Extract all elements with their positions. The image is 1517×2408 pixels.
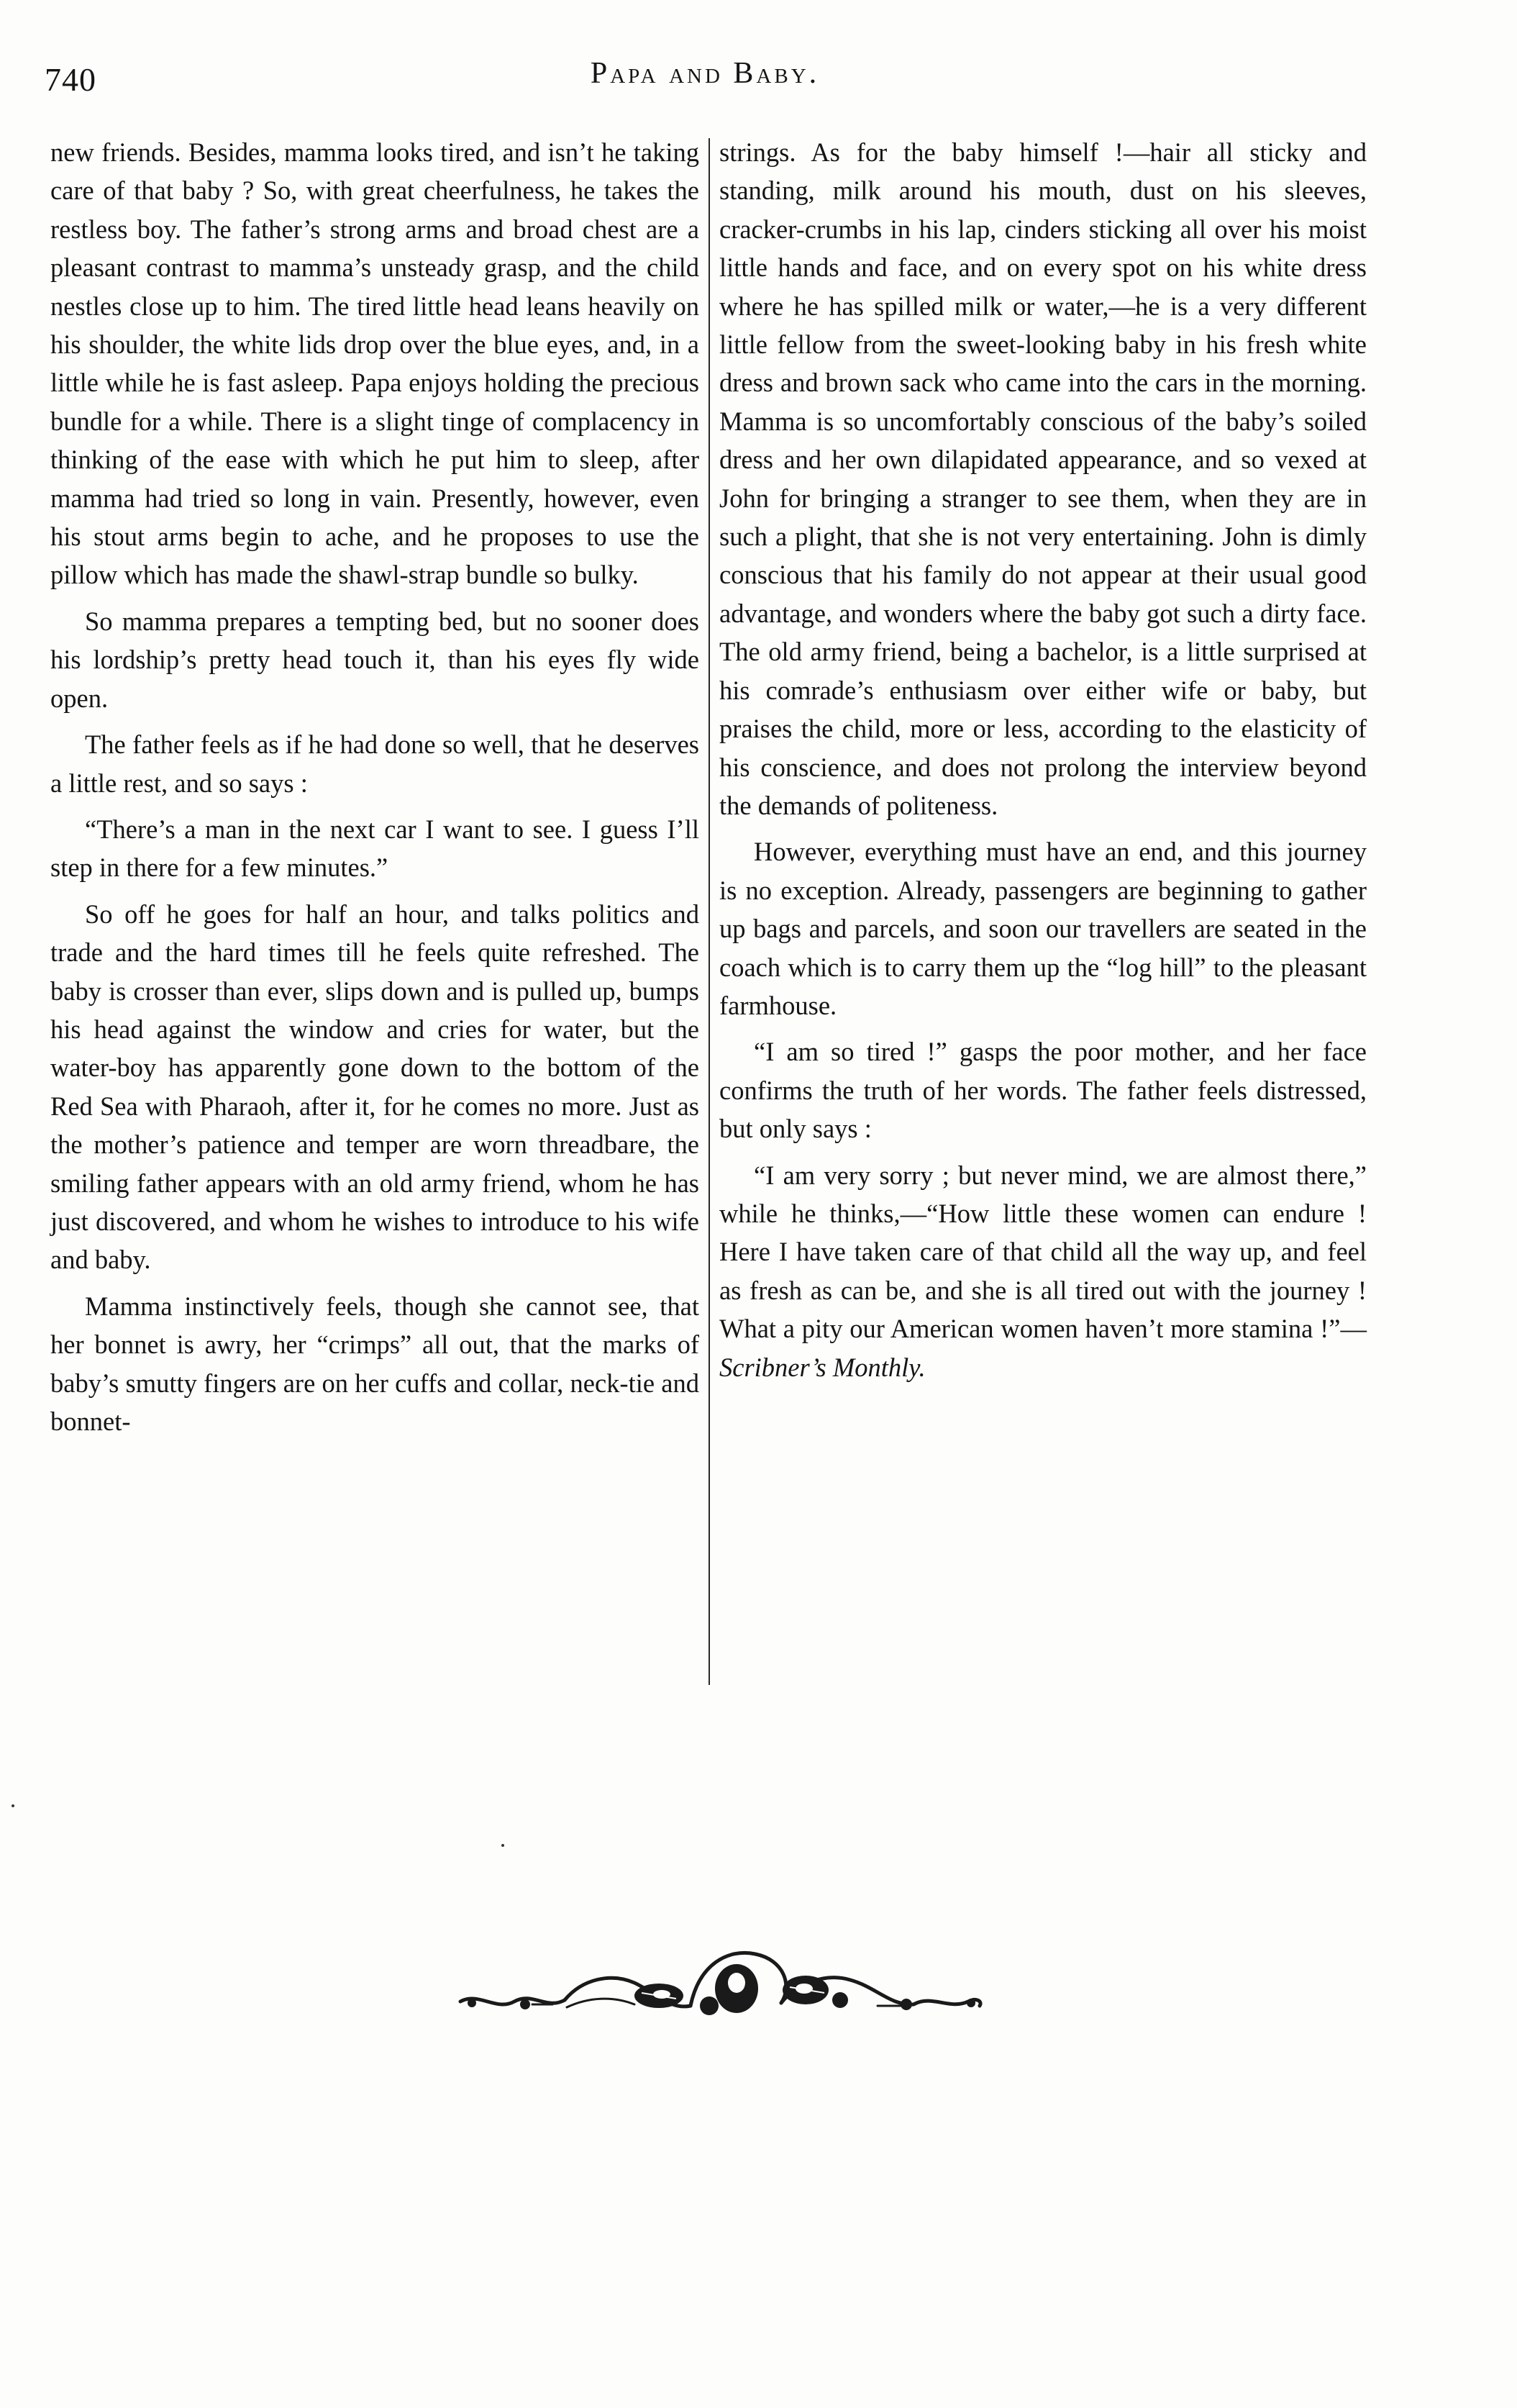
paragraph: However, everything must have an end, and this journey is no exception. Already, passengers are beginning to gather up bags and parcels, and soon our travellers are seated in the coach which is to carry them up the “log hill” to the pleasant farmhouse. — [719, 837, 1367, 1020]
paragraph: Mamma instinctively feels, though she cannot see, that her bonnet is awry, her “crimps” all out, that the marks of baby’s smutty fingers are on her cuffs and collar, neck-tie and bonnet- — [50, 1291, 699, 1436]
paragraph: “I am so tired !” gasps the poor mother, and her face confirms the truth of her words. The father feels distressed, but only says : — [719, 1037, 1367, 1144]
right-column — [719, 133, 1367, 1394]
paragraph: “There’s a man in the next car I want to see. I guess I’ll step in there for a few minutes.” — [50, 814, 699, 883]
left-column — [50, 133, 699, 1448]
running-head: Papa and Baby. — [590, 57, 820, 90]
page-number: 740 — [45, 61, 96, 98]
column-rule — [709, 138, 710, 1685]
paragraph: The father feels as if he had done so well, that he deserves a little rest, and so says : — [50, 730, 699, 798]
paragraph: So mamma prepares a tempting bed, but no sooner does his lordship’s pretty head touch it, than his eyes fly wide open. — [50, 606, 699, 713]
paragraph: new friends. Besides, mamma looks tired, and isn’t he taking care of that baby ? So, with great cheerfulness, he takes the restless boy. The father’s strong arms and broad chest are a pleasant contrast to mamma’s unsteady grasp, and the child nestles close up to him. The tired little head leans heavily on his shoulder, the white lids drop over the blue eyes, and, in a little while he is fast asleep. Papa enjoys holding the precious bundle for a while. There is a slight tinge of complacency in thinking of the ease with which he put him to sleep, after mamma had tried so long in vain. Presently, however, even his stout arms begin to ache, and he proposes to use the pillow which has made the shawl-strap bundle so bulky. — [50, 137, 699, 590]
print-speck — [501, 1844, 504, 1847]
source-credit: Scribner’s Monthly. — [719, 1352, 926, 1382]
paragraph: strings. As for the baby himself !—hair all sticky and standing, milk around his mouth, dust on his sleeves, cracker-crumbs in his lap, cinders sticking all over his moist little hands and face, and on every spot on his white dress where he has spilled milk or water,—he is a very different little fellow from the sweet-looking baby in his fresh white dress and brown sack who came into the cars in the morning. Mamma is so uncomfortably conscious of the baby’s soiled dress and her own dilapidated appearance, and so vexed at John for bringing a stranger to see them, when they are in such a plight, that she is not very entertaining. John is dimly conscious that his family do not appear at their usual good advantage, and wonders where the baby got such a dirty face. The old army friend, being a bachelor, is a little surprised at his comrade’s enthusiasm over either wife or baby, but praises the child, more or less, according to the elasticity of his conscience, and does not prolong the interview beyond the demands of politeness. — [719, 137, 1367, 820]
paragraph-text: “I am very sorry ; but never mind, we are almost there,” while he thinks,—“How little these women can endure ! Here I have taken care of that child all the way up, and feel as fresh as can be, and she is all tired out with the journey ! What a pity our American women haven’t more stamina !”— — [719, 1160, 1367, 1344]
ribbon-scroll-ornament — [446, 1935, 993, 2036]
print-speck — [12, 1804, 14, 1807]
paragraph-with-source — [719, 1156, 1367, 1386]
paragraph: So off he goes for half an hour, and talks politics and trade and the hard times till he feels quite refreshed. The baby is crosser than ever, slips down and is pulled up, bumps his head against the window and cries for water, but the water-boy has apparently gone down to the bottom of the Red Sea with Pharaoh, after it, for he comes no more. Just as the mother’s patience and temper are worn threadbare, the smiling father appears with an old army friend, whom he has just discovered, and whom he wishes to introduce to his wife and baby. — [50, 899, 699, 1275]
